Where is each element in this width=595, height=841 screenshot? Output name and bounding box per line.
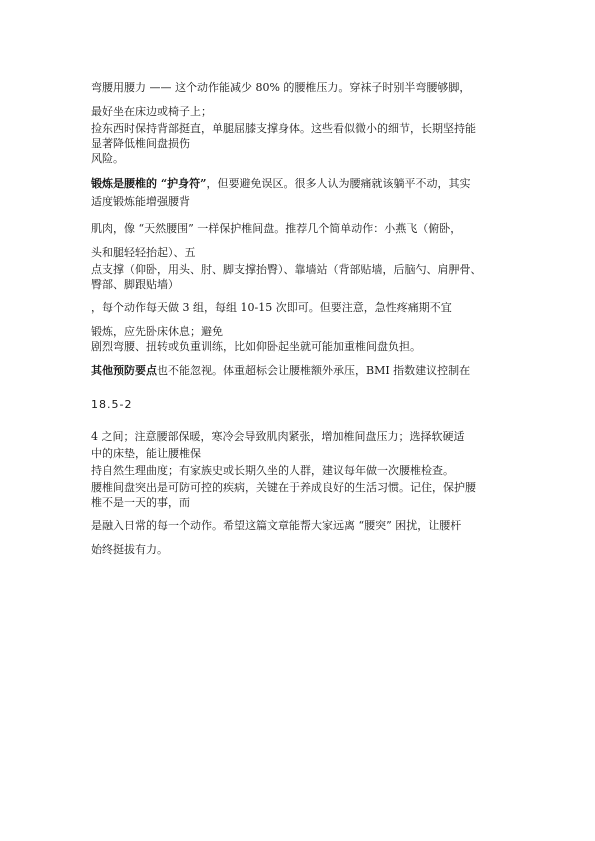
text-run: 中的床垫，能让腰椎保: [91, 447, 201, 460]
text-run: 肌肉，像 “天然腰围” 一样保护椎间盘。推荐几个简单动作：小燕飞（俯卧，: [91, 222, 462, 235]
text-run: 是融入日常的每一个动作。希望这篇文章能帮大家远离 “腰突” 困扰，让腰杆: [91, 519, 462, 532]
paragraph-line: [91, 543, 511, 557]
paragraph-line: [91, 301, 511, 315]
text-run: 腰椎间盘突出是可防可控的疾病，关键在于养成良好的生活习惯。记住，保护腰: [91, 481, 476, 494]
text-run: 头和腿轻轻抬起）、五: [91, 246, 196, 259]
paragraph-line: [91, 278, 511, 292]
text-run: 也不能忽视。体重超标会让腰椎额外承压，BMI 指数建议控制在: [157, 364, 471, 377]
paragraph-line: [91, 105, 511, 119]
paragraph-line: [91, 325, 511, 339]
text-run: 18.5-2: [91, 398, 133, 411]
text-run: 始终挺拔有力。: [91, 543, 168, 556]
section-heading: 锻炼是腰椎的 “护身符”: [91, 177, 207, 190]
text-run: 锻炼，应先卧床休息；避免: [91, 325, 223, 338]
text-run: 适度锻炼能增强腰背: [91, 195, 190, 208]
paragraph-line: [91, 430, 511, 444]
text-run: 持自然生理曲度；有家族史或长期久坐的人群，建议每年做一次腰椎检查。: [91, 464, 454, 477]
paragraph-line: [91, 246, 511, 260]
text-run: 显著降低椎间盘损伤: [91, 137, 190, 150]
paragraph-line: [91, 447, 511, 461]
text-run: 捡东西时保持背部挺直，单腿屈膝支撑身体。这些看似微小的细节，长期坚持能: [91, 122, 476, 135]
text-run: 弯腰用腰力 —— 这个动作能减少 80% 的腰椎压力。穿袜子时别半弯腰够脚，: [91, 81, 471, 94]
text-run: 最好坐在床边或椅子上；: [91, 105, 212, 118]
paragraph-line: [91, 222, 511, 236]
paragraph-line: [91, 496, 511, 510]
section-heading: 其他预防要点: [91, 364, 157, 377]
paragraph-line: [91, 195, 511, 209]
text-run: 点支撑（仰卧，用头、肘、脚支撑抬臀）、靠墙站（背部贴墙，后脑勺、肩胛骨、: [91, 263, 482, 276]
paragraph-line: [91, 177, 511, 191]
text-run: 风险。: [91, 152, 124, 165]
paragraph-line: [91, 398, 511, 412]
text-run: ，每个动作每天做 3 组，每组 10-15 次即可。但要注意，急性疼痛期不宜: [91, 301, 452, 314]
paragraph-line: [91, 263, 511, 277]
text-run: 剧烈弯腰、扭转或负重训练，比如仰卧起坐就可能加重椎间盘负担。: [91, 340, 421, 353]
paragraph-line: [91, 364, 511, 378]
paragraph-line: [91, 137, 511, 151]
paragraph-line: [91, 519, 511, 533]
paragraph-line: [91, 481, 511, 495]
text-run: 椎不是一天的事，而: [91, 496, 190, 509]
text-run: 臀部、脚跟贴墙）: [91, 278, 179, 291]
text-run: 4 之间；注意腰部保暖，寒冷会导致肌肉紧张，增加椎间盘压力；选择软硬适: [91, 430, 465, 443]
paragraph-line: [91, 152, 511, 166]
paragraph-line: [91, 464, 511, 478]
paragraph-line: [91, 81, 511, 95]
paragraph-line: [91, 122, 511, 136]
text-run: ，但要避免误区。很多人认为腰痛就该躺平不动，其实: [206, 177, 471, 190]
paragraph-line: [91, 340, 511, 354]
